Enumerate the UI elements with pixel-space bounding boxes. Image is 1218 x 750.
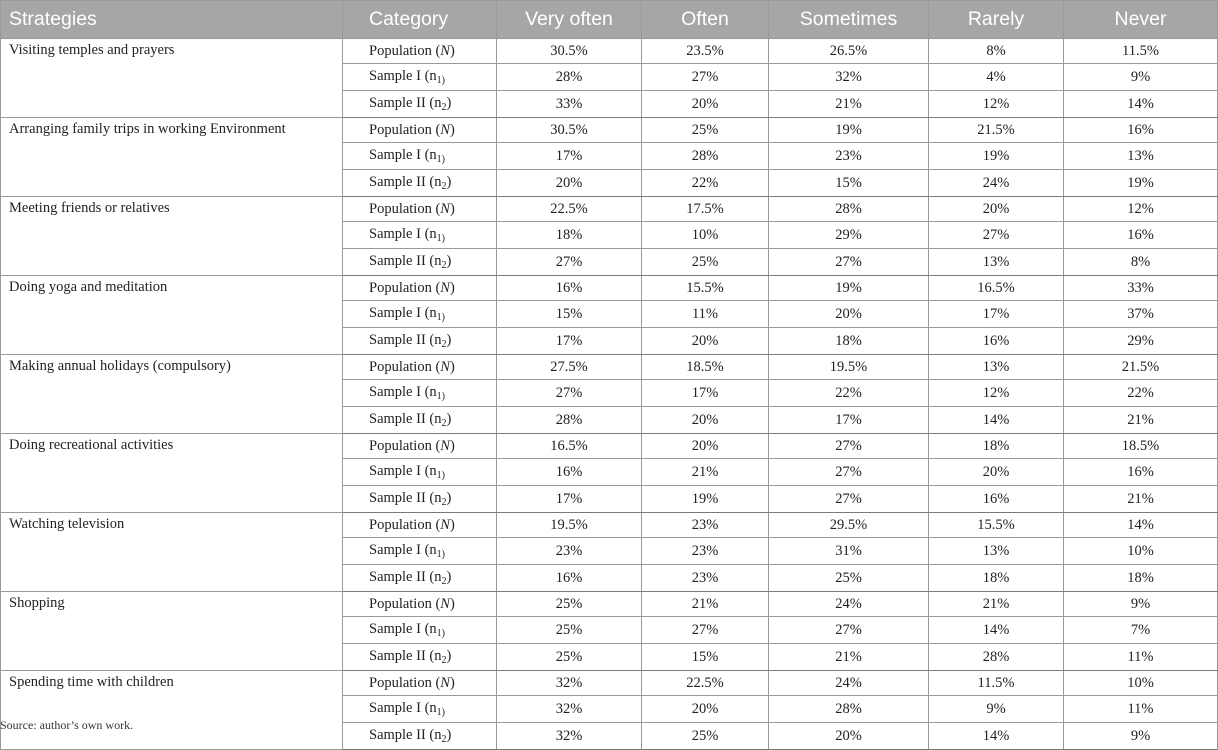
value-cell: 28% — [769, 696, 929, 723]
value-cell: 14% — [929, 723, 1064, 750]
category-sample-2 — [343, 249, 497, 276]
value-cell: 20% — [769, 723, 929, 750]
value-cell: 16% — [1064, 118, 1218, 143]
category-subscript: 2 — [441, 102, 447, 113]
category-label: Population ( — [369, 201, 441, 217]
category-label: Sample II (n — [369, 490, 442, 506]
category-sample-1 — [343, 222, 497, 249]
value-cell: 19% — [929, 143, 1064, 170]
value-cell: 28% — [642, 143, 769, 170]
value-cell: 20% — [642, 91, 769, 118]
value-cell: 7% — [1064, 617, 1218, 644]
value-cell: 12% — [1064, 197, 1218, 222]
value-cell: 27% — [497, 380, 642, 407]
value-cell: 16% — [1064, 222, 1218, 249]
category-subscript: 2 — [441, 497, 447, 508]
value-cell: 32% — [497, 696, 642, 723]
value-cell: 16.5% — [497, 434, 642, 459]
value-cell: 21% — [1064, 407, 1218, 434]
category-sample-1 — [343, 538, 497, 565]
value-cell: 25% — [497, 644, 642, 671]
strategy-cell: Watching television — [1, 513, 343, 592]
value-cell: 19.5% — [769, 355, 929, 380]
value-cell: 23.5% — [642, 39, 769, 64]
value-cell: 11% — [1064, 644, 1218, 671]
value-cell: 37% — [1064, 301, 1218, 328]
table-header — [1, 1, 1218, 39]
category-subscript: 2 — [441, 418, 447, 429]
category-label: Sample II (n — [369, 174, 442, 190]
value-cell: 33% — [497, 91, 642, 118]
strategy-cell: Spending time with children — [1, 671, 343, 750]
strategy-cell: Shopping — [1, 592, 343, 671]
strategy-cell: Visiting temples and prayers — [1, 39, 343, 118]
value-cell: 28% — [769, 197, 929, 222]
value-cell: 23% — [769, 143, 929, 170]
category-variable: N — [440, 280, 450, 296]
value-cell: 29% — [769, 222, 929, 249]
category-subscript: 2 — [441, 576, 447, 587]
category-subscript: 2 — [441, 260, 447, 271]
value-cell: 25% — [497, 617, 642, 644]
table-row — [1, 434, 1218, 459]
table-row — [1, 276, 1218, 301]
category-suffix: ) — [446, 727, 452, 743]
header-strategies: Strategies — [1, 1, 343, 39]
value-cell: 20% — [929, 197, 1064, 222]
value-cell: 24% — [929, 170, 1064, 197]
value-cell: 25% — [642, 249, 769, 276]
value-cell: 30.5% — [497, 39, 642, 64]
value-cell: 27% — [642, 617, 769, 644]
category-label: Sample I (n — [369, 621, 437, 637]
value-cell: 16% — [497, 276, 642, 301]
table-row — [1, 197, 1218, 222]
value-cell: 19% — [769, 118, 929, 143]
value-cell: 9% — [929, 696, 1064, 723]
category-suffix: ) — [446, 490, 452, 506]
category-population — [343, 197, 497, 222]
category-suffix: ) — [446, 95, 452, 111]
value-cell: 11% — [642, 301, 769, 328]
strategy-cell: Meeting friends or relatives — [1, 197, 343, 276]
value-cell: 33% — [1064, 276, 1218, 301]
strategy-cell: Doing recreational activities — [1, 434, 343, 513]
category-label: Sample I (n — [369, 305, 437, 321]
category-suffix: ) — [446, 569, 452, 585]
category-label: Population ( — [369, 675, 441, 691]
value-cell: 13% — [929, 538, 1064, 565]
category-label: Sample I (n — [369, 384, 437, 400]
category-label: Population ( — [369, 43, 441, 59]
value-cell: 15.5% — [929, 513, 1064, 538]
category-variable: N — [440, 438, 450, 454]
value-cell: 14% — [1064, 513, 1218, 538]
value-cell: 29.5% — [769, 513, 929, 538]
value-cell: 13% — [1064, 143, 1218, 170]
category-subscript: 1) — [436, 154, 445, 165]
value-cell: 26.5% — [769, 39, 929, 64]
category-sample-1 — [343, 617, 497, 644]
value-cell: 17% — [497, 328, 642, 355]
category-subscript: 2 — [441, 655, 447, 666]
category-population — [343, 434, 497, 459]
category-population — [343, 39, 497, 64]
value-cell: 14% — [929, 617, 1064, 644]
category-suffix: ) — [446, 253, 452, 269]
value-cell: 28% — [497, 64, 642, 91]
category-label: Sample I (n — [369, 700, 437, 716]
value-cell: 15% — [769, 170, 929, 197]
category-subscript: 1) — [436, 391, 445, 402]
category-suffix: ) — [449, 438, 455, 454]
value-cell: 27% — [497, 249, 642, 276]
category-population — [343, 513, 497, 538]
category-label: Sample II (n — [369, 253, 442, 269]
source-note: Source: author’s own work. — [0, 718, 134, 732]
value-cell: 11.5% — [929, 671, 1064, 696]
category-label: Population ( — [369, 122, 441, 138]
category-variable: N — [440, 596, 450, 612]
value-cell: 27.5% — [497, 355, 642, 380]
value-cell: 16% — [929, 486, 1064, 513]
category-suffix: ) — [449, 201, 455, 217]
category-suffix: ) — [446, 411, 452, 427]
value-cell: 18% — [1064, 565, 1218, 592]
category-variable: N — [440, 359, 450, 375]
category-suffix: ) — [446, 174, 452, 190]
header-rarely: Rarely — [929, 1, 1064, 39]
category-variable: N — [440, 675, 450, 691]
value-cell: 17% — [929, 301, 1064, 328]
category-label: Sample II (n — [369, 648, 442, 664]
value-cell: 28% — [497, 407, 642, 434]
category-label: Sample II (n — [369, 411, 442, 427]
value-cell: 27% — [769, 459, 929, 486]
category-sample-2 — [343, 565, 497, 592]
header-never: Never — [1064, 1, 1218, 39]
value-cell: 25% — [497, 592, 642, 617]
value-cell: 25% — [642, 118, 769, 143]
category-suffix: ) — [449, 359, 455, 375]
value-cell: 20% — [642, 434, 769, 459]
value-cell: 22% — [1064, 380, 1218, 407]
value-cell: 22.5% — [497, 197, 642, 222]
value-cell: 22.5% — [642, 671, 769, 696]
value-cell: 32% — [497, 671, 642, 696]
value-cell: 13% — [929, 355, 1064, 380]
value-cell: 32% — [497, 723, 642, 750]
value-cell: 27% — [642, 64, 769, 91]
value-cell: 19% — [769, 276, 929, 301]
value-cell: 21% — [769, 91, 929, 118]
category-population — [343, 592, 497, 617]
category-subscript: 1) — [436, 233, 445, 244]
category-label: Sample II (n — [369, 569, 442, 585]
value-cell: 19% — [1064, 170, 1218, 197]
value-cell: 10% — [642, 222, 769, 249]
category-suffix: ) — [449, 43, 455, 59]
value-cell: 16% — [497, 565, 642, 592]
category-population — [343, 276, 497, 301]
category-population — [343, 671, 497, 696]
value-cell: 23% — [642, 513, 769, 538]
value-cell: 16% — [1064, 459, 1218, 486]
category-suffix: ) — [446, 648, 452, 664]
table-row — [1, 592, 1218, 617]
category-label: Sample I (n — [369, 463, 437, 479]
value-cell: 27% — [769, 249, 929, 276]
category-population — [343, 118, 497, 143]
value-cell: 4% — [929, 64, 1064, 91]
category-sample-1 — [343, 64, 497, 91]
value-cell: 17.5% — [642, 197, 769, 222]
value-cell: 21% — [642, 459, 769, 486]
category-subscript: 1) — [436, 628, 445, 639]
value-cell: 21.5% — [1064, 355, 1218, 380]
value-cell: 12% — [929, 380, 1064, 407]
value-cell: 32% — [769, 64, 929, 91]
category-suffix: ) — [449, 122, 455, 138]
category-variable: N — [440, 201, 450, 217]
value-cell: 22% — [769, 380, 929, 407]
value-cell: 27% — [769, 434, 929, 459]
category-subscript: 1) — [436, 312, 445, 323]
category-label: Population ( — [369, 280, 441, 296]
category-suffix: ) — [449, 596, 455, 612]
value-cell: 14% — [1064, 91, 1218, 118]
value-cell: 23% — [642, 565, 769, 592]
value-cell: 8% — [1064, 249, 1218, 276]
value-cell: 12% — [929, 91, 1064, 118]
category-variable: N — [440, 43, 450, 59]
category-label: Population ( — [369, 517, 441, 533]
value-cell: 25% — [769, 565, 929, 592]
value-cell: 20% — [642, 407, 769, 434]
table-row — [1, 513, 1218, 538]
header-often: Often — [642, 1, 769, 39]
category-label: Sample II (n — [369, 332, 442, 348]
value-cell: 11.5% — [1064, 39, 1218, 64]
value-cell: 23% — [497, 538, 642, 565]
value-cell: 30.5% — [497, 118, 642, 143]
category-subscript: 1) — [436, 707, 445, 718]
category-subscript: 1) — [436, 75, 445, 86]
strategy-cell: Arranging family trips in working Environment — [1, 118, 343, 197]
value-cell: 21.5% — [929, 118, 1064, 143]
value-cell: 16% — [929, 328, 1064, 355]
table-row — [1, 671, 1218, 696]
value-cell: 21% — [929, 592, 1064, 617]
value-cell: 29% — [1064, 328, 1218, 355]
value-cell: 10% — [1064, 671, 1218, 696]
value-cell: 16% — [497, 459, 642, 486]
table-row — [1, 39, 1218, 64]
strategy-cell: Making annual holidays (compulsory) — [1, 355, 343, 434]
table-body — [1, 39, 1218, 750]
value-cell: 28% — [929, 644, 1064, 671]
category-suffix: ) — [449, 280, 455, 296]
value-cell: 21% — [769, 644, 929, 671]
value-cell: 18.5% — [642, 355, 769, 380]
header-sometimes: Sometimes — [769, 1, 929, 39]
value-cell: 9% — [1064, 64, 1218, 91]
category-sample-1 — [343, 459, 497, 486]
value-cell: 17% — [497, 143, 642, 170]
value-cell: 19% — [642, 486, 769, 513]
category-population — [343, 355, 497, 380]
value-cell: 20% — [769, 301, 929, 328]
category-variable: N — [440, 122, 450, 138]
value-cell: 27% — [769, 617, 929, 644]
category-label: Population ( — [369, 359, 441, 375]
value-cell: 17% — [769, 407, 929, 434]
value-cell: 9% — [1064, 592, 1218, 617]
value-cell: 21% — [1064, 486, 1218, 513]
category-sample-2 — [343, 170, 497, 197]
strategy-cell: Doing yoga and meditation — [1, 276, 343, 355]
value-cell: 27% — [769, 486, 929, 513]
category-sample-1 — [343, 696, 497, 723]
value-cell: 20% — [497, 170, 642, 197]
value-cell: 18% — [769, 328, 929, 355]
value-cell: 22% — [642, 170, 769, 197]
category-label: Sample I (n — [369, 542, 437, 558]
category-suffix: ) — [449, 517, 455, 533]
value-cell: 24% — [769, 592, 929, 617]
category-sample-1 — [343, 301, 497, 328]
category-sample-2 — [343, 91, 497, 118]
category-sample-2 — [343, 644, 497, 671]
table-row — [1, 355, 1218, 380]
category-sample-2 — [343, 486, 497, 513]
value-cell: 20% — [642, 696, 769, 723]
category-label: Sample I (n — [369, 68, 437, 84]
value-cell: 18.5% — [1064, 434, 1218, 459]
value-cell: 19.5% — [497, 513, 642, 538]
value-cell: 24% — [769, 671, 929, 696]
value-cell: 11% — [1064, 696, 1218, 723]
value-cell: 8% — [929, 39, 1064, 64]
value-cell: 16.5% — [929, 276, 1064, 301]
value-cell: 18% — [929, 434, 1064, 459]
category-label: Population ( — [369, 596, 441, 612]
category-sample-2 — [343, 723, 497, 750]
category-sample-2 — [343, 407, 497, 434]
value-cell: 25% — [642, 723, 769, 750]
value-cell: 18% — [497, 222, 642, 249]
category-label: Sample I (n — [369, 226, 437, 242]
value-cell: 31% — [769, 538, 929, 565]
header-very-often: Very often — [497, 1, 642, 39]
category-subscript: 2 — [441, 734, 447, 745]
value-cell: 20% — [929, 459, 1064, 486]
value-cell: 14% — [929, 407, 1064, 434]
category-suffix: ) — [449, 675, 455, 691]
value-cell: 21% — [642, 592, 769, 617]
category-label: Population ( — [369, 438, 441, 454]
value-cell: 20% — [642, 328, 769, 355]
category-suffix: ) — [446, 332, 452, 348]
value-cell: 15% — [497, 301, 642, 328]
value-cell: 27% — [929, 222, 1064, 249]
category-label: Sample II (n — [369, 727, 442, 743]
category-subscript: 1) — [436, 549, 445, 560]
category-subscript: 2 — [441, 181, 447, 192]
value-cell: 17% — [497, 486, 642, 513]
value-cell: 15% — [642, 644, 769, 671]
value-cell: 15.5% — [642, 276, 769, 301]
value-cell: 18% — [929, 565, 1064, 592]
header-row — [1, 1, 1218, 39]
value-cell: 9% — [1064, 723, 1218, 750]
category-subscript: 1) — [436, 470, 445, 481]
header-category: Category — [343, 1, 497, 39]
category-sample-1 — [343, 380, 497, 407]
category-label: Sample I (n — [369, 147, 437, 163]
value-cell: 23% — [642, 538, 769, 565]
category-sample-1 — [343, 143, 497, 170]
value-cell: 10% — [1064, 538, 1218, 565]
table-row — [1, 118, 1218, 143]
category-subscript: 2 — [441, 339, 447, 350]
category-sample-2 — [343, 328, 497, 355]
category-variable: N — [440, 517, 450, 533]
value-cell: 17% — [642, 380, 769, 407]
value-cell: 13% — [929, 249, 1064, 276]
category-label: Sample II (n — [369, 95, 442, 111]
